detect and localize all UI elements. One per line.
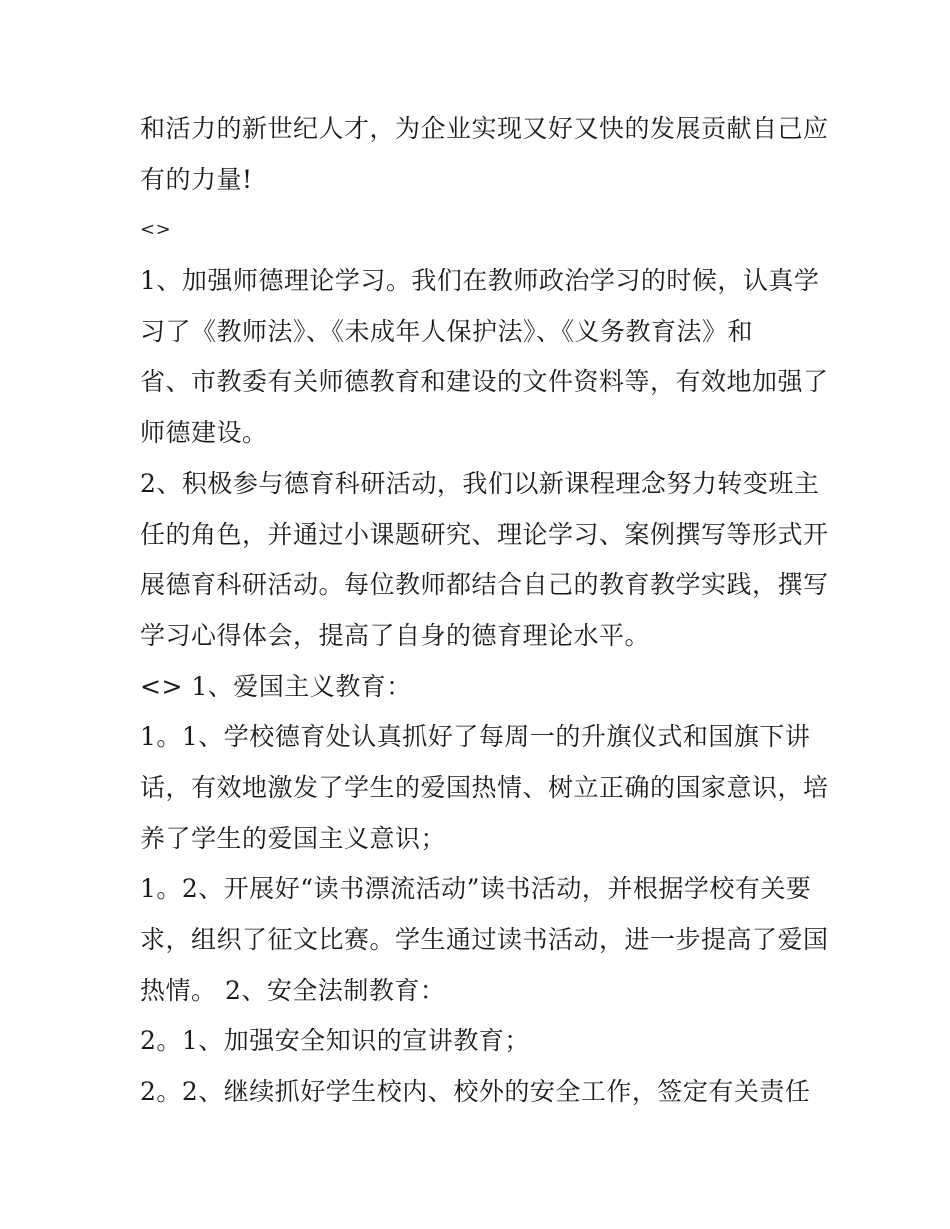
text-line-2: 有的力量! [140,164,253,194]
section-heading-patriotism: <> 1、爱国主义教育： [140,671,412,701]
text-line-20: 2。2、继续抓好学生校内、校外的安全工作，签定有关责任 [140,1077,811,1107]
section-marker-1: <> [140,219,172,241]
text-line-7: 师德建设。 [140,418,268,448]
text-line-18: 热情。 2、安全法制教育： [140,975,446,1005]
text-line-14: 话，有效地激发了学生的爱国热情、树立正确的国家意识，培 [140,772,829,802]
text-line-9: 任的角色，并通过小课题研究、理论学习、案例撰写等形式开 [140,519,829,549]
text-line-6: 省、市教委有关师德教育和建设的文件资料等，有效地加强了 [140,367,829,397]
text-line-1: 和活力的新世纪人才，为企业实现又好又快的发展贡献自己应 [140,114,829,143]
text-line-8: 2、积极参与德育科研活动，我们以新课程理念努力转变班主 [140,468,820,498]
text-line-16: 1。2、开展好“读书漂流活动”读书活动，并根据学校有关要 [140,874,812,904]
text-line-19: 2。1、加强安全知识的宣讲教育； [140,1026,530,1056]
text-line-5: 习了《教师法》、《未成年人保护法》、《义务教育法》和 [140,316,754,346]
text-line-10: 展德育科研活动。每位教师都结合自己的教育教学实践，撰写 [140,570,829,600]
text-line-17: 求，组织了征文比赛。学生通过读书活动，进一步提高了爱国 [140,925,829,954]
document-body [140,104,829,1118]
text-line-15: 养了学生的爱国主义意识； [140,823,447,853]
text-line-11: 学习心得体会，提高了自身的德育理论水平。 [140,620,651,650]
text-line-13: 1。1、学校德育处认真抓好了每周一的升旗仪式和国旗下讲 [140,722,811,752]
text-line-4: 1、加强师德理论学习。我们在教师政治学习的时候，认真学 [140,266,820,296]
